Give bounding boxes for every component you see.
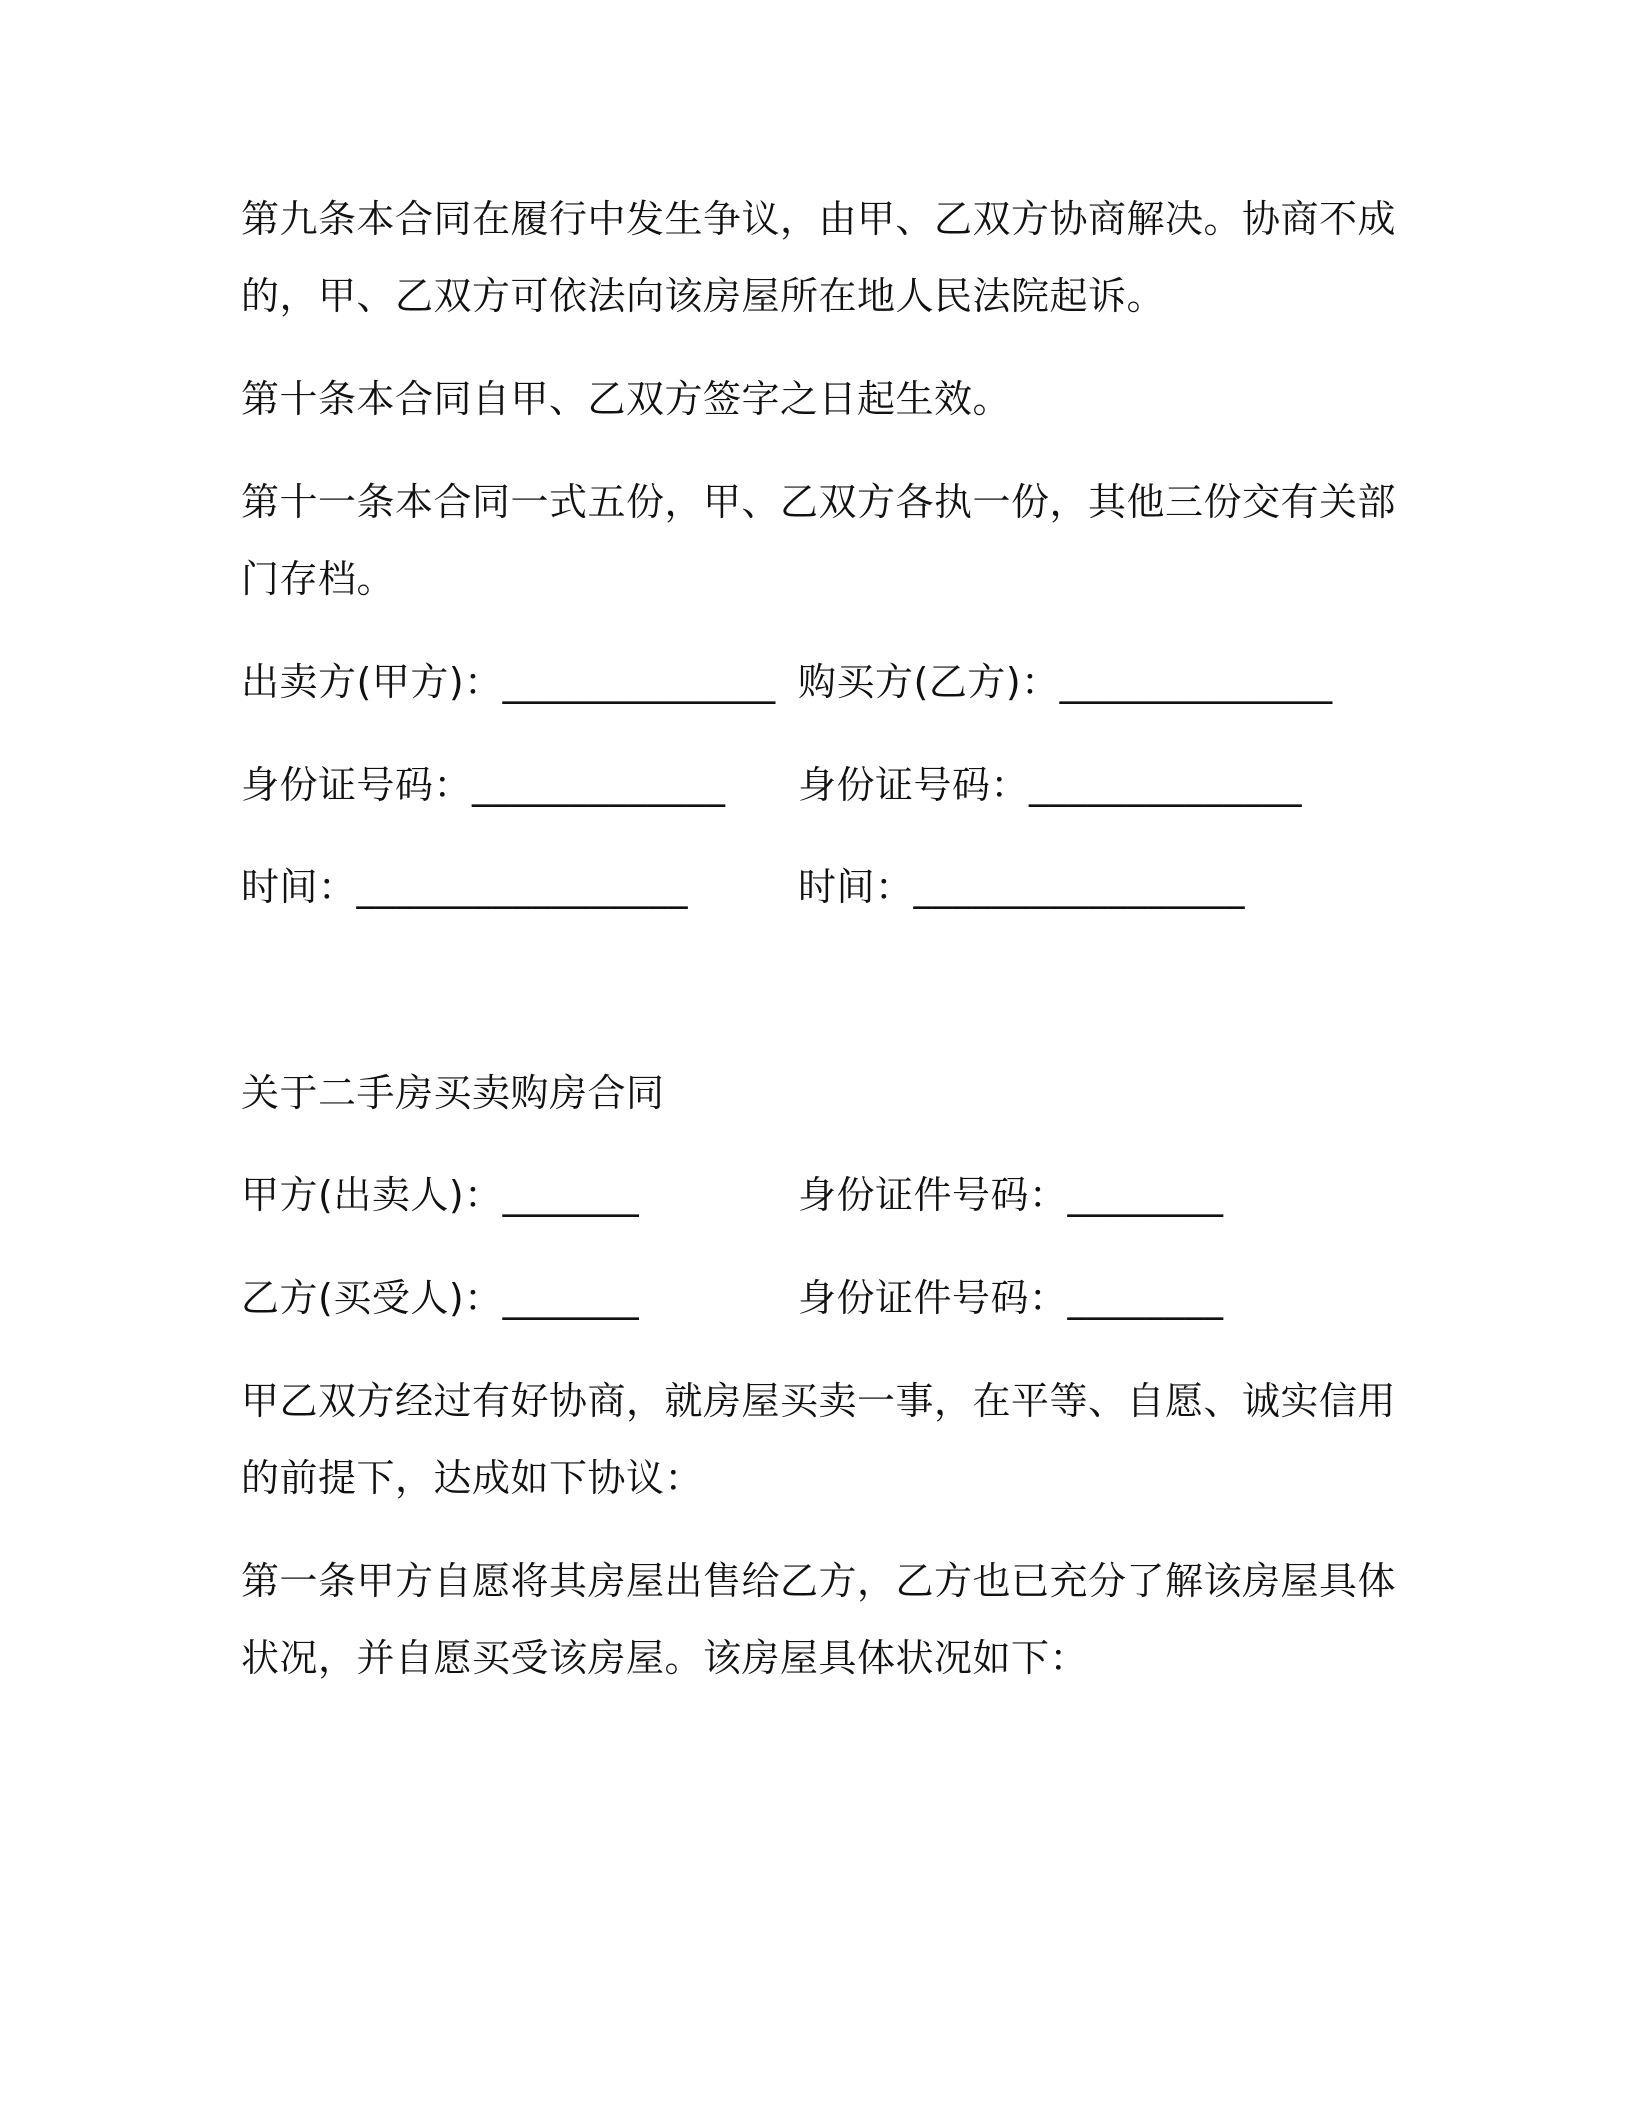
party-a-field: 甲方(出卖人)：_______ xyxy=(241,1173,640,1217)
party-a-id-field: 身份证件号码：________ xyxy=(798,1173,1224,1217)
article-11-line-1: 第十一条本合同一式五份，甲、乙双方各执一份，其他三份交有关部 xyxy=(241,480,1397,524)
seller-signature-field: 出卖方(甲方)：______________ xyxy=(241,660,776,704)
article-1-line-1: 第一条甲方自愿将其房屋出售给乙方，乙方也已充分了解该房屋具体 xyxy=(241,1559,1397,1603)
article-10: 第十条本合同自甲、乙双方签字之日起生效。 xyxy=(241,377,1012,421)
article-9-line-2: 的，甲、乙双方可依法向该房屋所在地人民法院起诉。 xyxy=(241,274,1166,318)
article-11-line-2: 门存档。 xyxy=(241,557,396,601)
preamble-line-2: 的前提下，达成如下协议： xyxy=(241,1456,704,1500)
buyer-date-field: 时间：_________________ xyxy=(798,865,1246,909)
buyer-signature-field: 购买方(乙方)：______________ xyxy=(798,660,1333,704)
party-b-id-field: 身份证件号码：________ xyxy=(798,1276,1224,1320)
party-b-field: 乙方(买受人)：_______ xyxy=(241,1276,640,1320)
contract-title: 关于二手房买卖购房合同 xyxy=(241,1071,665,1115)
buyer-id-field: 身份证号码：______________ xyxy=(798,763,1303,807)
article-1-line-2: 状况，并自愿买受该房屋。该房屋具体状况如下： xyxy=(241,1636,1089,1680)
seller-date-field: 时间：_________________ xyxy=(241,865,689,909)
article-9-line-1: 第九条本合同在履行中发生争议，由甲、乙双方协商解决。协商不成 xyxy=(241,197,1397,241)
seller-id-field: 身份证号码：_____________ xyxy=(241,763,726,807)
preamble-line-1: 甲乙双方经过有好协商，就房屋买卖一事，在平等、自愿、诚实信用 xyxy=(241,1379,1397,1423)
